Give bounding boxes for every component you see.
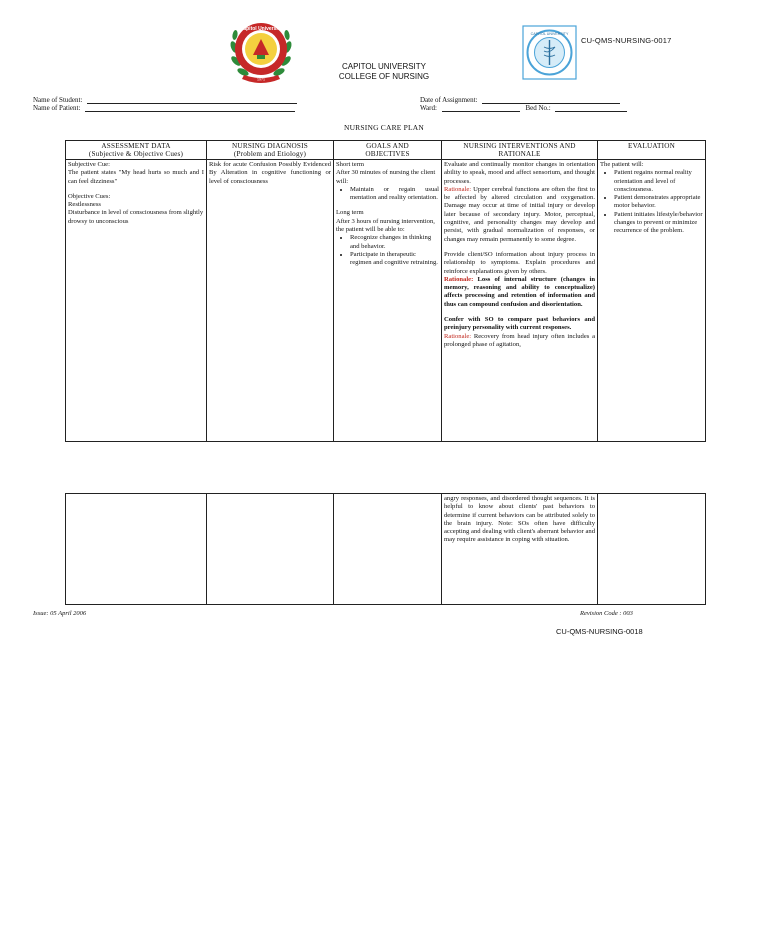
- ward-bed-field: [420, 104, 627, 112]
- table-row: [66, 160, 706, 442]
- intervention-1: Evaluate and continually monitor changes in orientation ability to speak, mood and affect sensorium, and thought processes.: [444, 161, 595, 185]
- plan-title: NURSING CARE PLAN: [343, 123, 425, 132]
- list-item: • Maintain or regain usual mentation and reality orientation.: [350, 186, 439, 203]
- assessment-cell: [66, 494, 207, 605]
- seal-year-text: 1971: [257, 77, 265, 82]
- short-term-label: Short term: [336, 161, 365, 168]
- form-code-bottom: CU-QMS-NURSING-0018: [556, 627, 643, 636]
- issue-date: Issue: 05 April 2006: [33, 610, 87, 617]
- assessment-cell: [66, 160, 207, 442]
- care-plan-table: [65, 140, 706, 442]
- objective-item: Restlessness: [68, 201, 101, 209]
- long-term-list: [350, 234, 439, 267]
- col-header-goals: GOALS AND OBJECTIVES: [334, 141, 442, 160]
- intervention-2: Provide client/SO information about injury process in relationship to symptoms. Explain procedures and reinforce explanations given by others.: [444, 250, 595, 275]
- evaluation-cell: [598, 494, 706, 605]
- rationale-3-continued: angry responses, and disordered thought sequences. It is helpful to know about clients' past behaviors to determine if current behaviors can be attributed solely to the brain injury. Note: SOs often have difficulty accepting and dealing with client's aberrant behavior and may require assistance in coping with situation.: [444, 495, 595, 544]
- student-name-label: Name of Student:: [33, 96, 83, 104]
- diagnosis-cell: [207, 494, 334, 605]
- subjective-text: The patient states "My head hurts so much and I can feel dizziness": [68, 169, 204, 185]
- intervention-3: Confer with SO to compare past behaviors and preinjury personality with current responses.: [444, 316, 595, 332]
- interventions-cell: [442, 494, 598, 605]
- rationale-label: Rationale:: [444, 332, 472, 340]
- col-header-diagnosis: NURSING DIAGNOSIS (Problem and Etiology): [207, 141, 334, 160]
- goals-cell: [334, 494, 442, 605]
- evaluation-intro: The patient will:: [600, 161, 644, 168]
- list-item: • Participate in therapeutic regimen and cognitive retraining.: [350, 251, 439, 268]
- evaluation-list: [614, 169, 703, 235]
- short-term-list: [350, 186, 439, 203]
- diagnosis-cell: [207, 160, 334, 442]
- patient-name-line[interactable]: [85, 105, 295, 112]
- assignment-date-line[interactable]: [482, 97, 620, 104]
- long-term-label: Long term: [336, 209, 364, 217]
- col-header-interventions: NURSING INTERVENTIONS AND RATIONALE: [442, 141, 598, 160]
- list-item: • Patient initiates lifestyle/behavior changes to prevent or minimize recurrence of the problem.: [614, 211, 703, 236]
- rationale-label: Rationale:: [444, 185, 472, 193]
- college-name: COLLEGE OF NURSING: [338, 72, 430, 81]
- ward-line[interactable]: [442, 105, 520, 112]
- patient-name-field: [33, 104, 295, 112]
- table-row: [66, 494, 706, 605]
- bed-label: Bed No.:: [525, 104, 551, 112]
- long-term-intro: After 3 hours of nursing intervention, the patient will be able to:: [336, 217, 435, 234]
- care-plan-continuation-table: [65, 493, 706, 605]
- list-item: • Recognize changes in thinking and behavior.: [350, 234, 439, 251]
- short-term-intro: After 30 minutes of nursing the client will:: [336, 169, 436, 185]
- form-code-top: CU-QMS-NURSING-0017: [581, 36, 672, 45]
- assignment-date-field: [420, 96, 620, 104]
- col-header-assessment: ASSESSMENT DATA (Subjective & Objective Cues): [66, 141, 207, 160]
- subjective-label: Subjective Cue:: [68, 161, 110, 168]
- seal-ring-text: Capitol University: [239, 26, 283, 32]
- rationale-1: Rationale: Upper cerebral functions are often the first to be affected by altered circulation and oxygenation. Damage may occur at time of initial injury or develop later because of secondary injury. Motor, perceptual, cognitive, and personality changes may develop and persist, with gradual normalization of responses, or changes may remain permanently to some degree.: [444, 185, 595, 243]
- ward-label: Ward:: [420, 104, 437, 112]
- rationale-label: Rationale:: [444, 275, 474, 283]
- table-header-row: [66, 141, 706, 160]
- university-name: CAPITOL UNIVERSITY: [341, 62, 427, 71]
- patient-name-label: Name of Patient:: [33, 104, 81, 112]
- col-header-evaluation: EVALUATION: [598, 141, 706, 160]
- rationale-3: Rationale: Recovery from head injury often includes a prolonged phase of agitation,: [444, 332, 595, 348]
- rationale-2: Rationale: Loss of internal structure (changes in memory, reasoning and ability to conceptualize) affects processing and retention of information and thus can compound confusion and disorientation.: [444, 275, 595, 308]
- evaluation-cell: [598, 160, 706, 442]
- assignment-date-label: Date of Assignment:: [420, 96, 478, 104]
- nursing-seal-ring-text: CAPITOL UNIVERSITY: [530, 32, 569, 36]
- bed-line[interactable]: [555, 105, 627, 112]
- list-item: • Patient regains normal reality orientation and level of consciousness.: [614, 169, 703, 194]
- objective-label: Objective Cues:: [68, 192, 111, 200]
- diagnosis-text: Risk for acute Confusion Possibly Evidenced By Alteration in cognitive functioning or level of consciousness: [209, 161, 331, 185]
- goals-cell: [334, 160, 442, 442]
- student-name-field: [33, 96, 297, 104]
- revision-code: Revision Code : 003: [580, 610, 633, 617]
- list-item: • Patient demonstrates appropriate motor behavior.: [614, 194, 703, 211]
- interventions-cell: [442, 160, 598, 442]
- student-name-line[interactable]: [87, 97, 297, 104]
- objective-item: Disturbance in level of consciousness from slightly drowsy to unconscious: [68, 209, 204, 225]
- institution-header: [0, 62, 768, 82]
